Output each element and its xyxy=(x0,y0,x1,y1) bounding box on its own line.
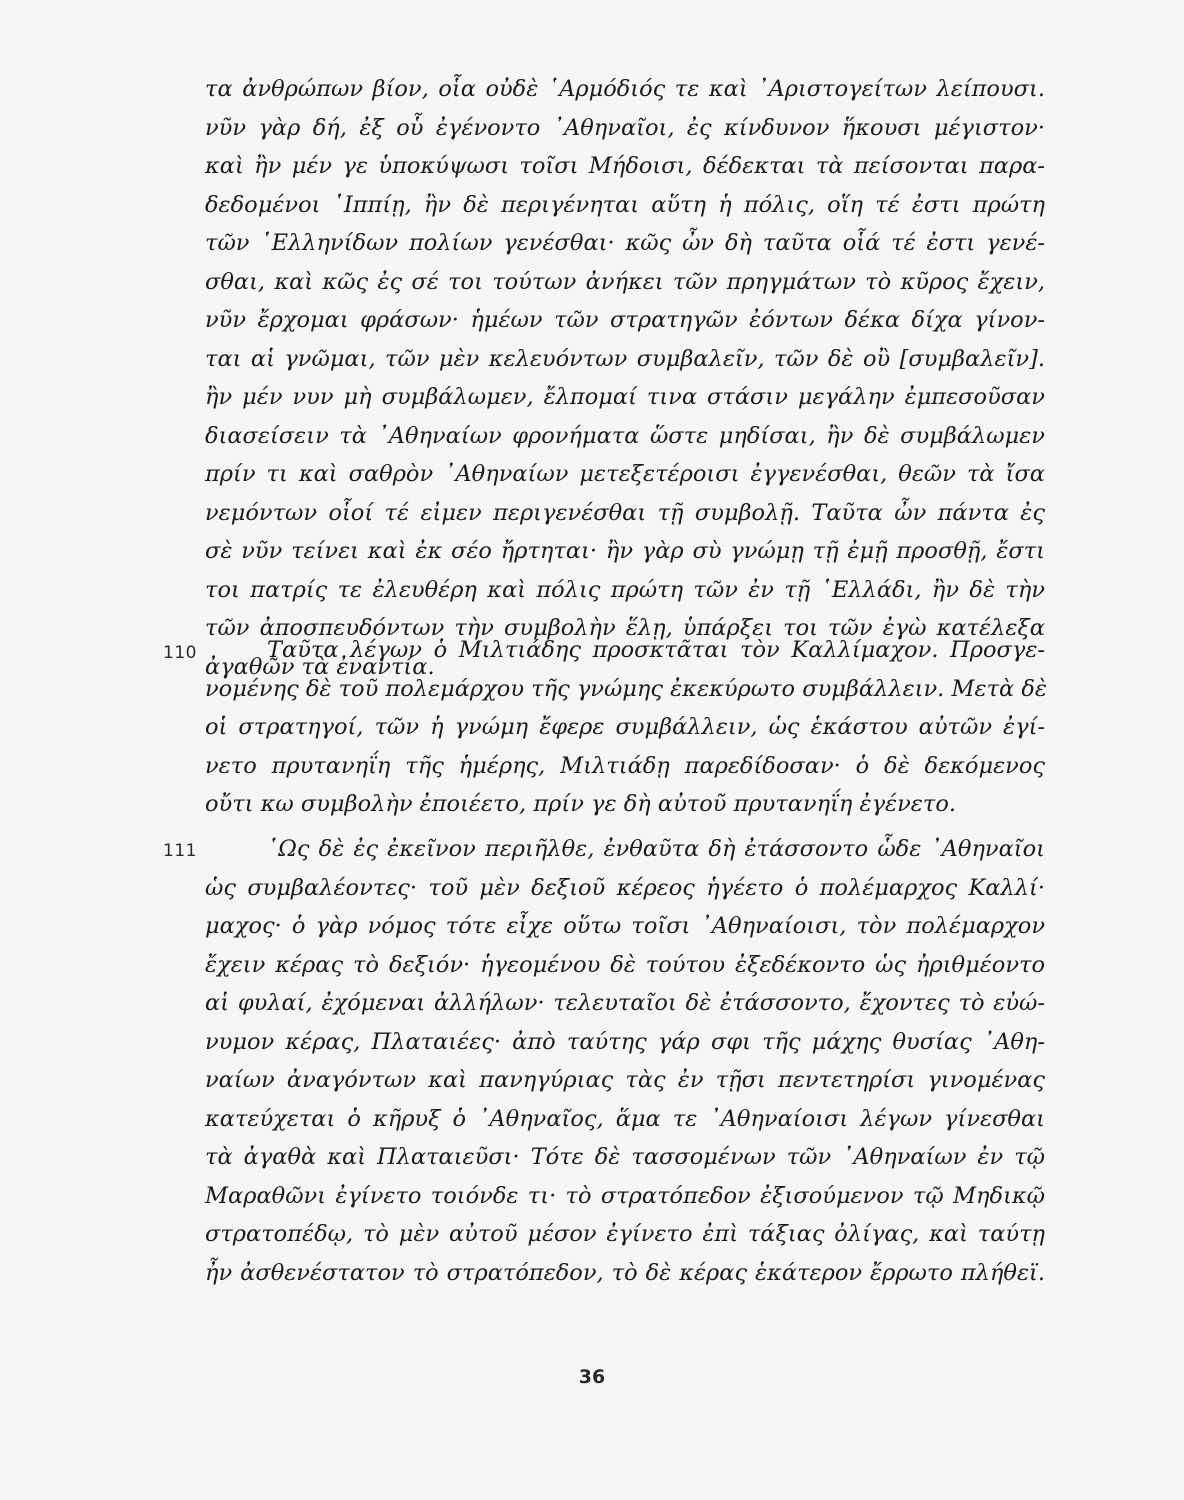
text-line: σὲ νῦν τείνει καὶ ἐκ σέο ἤρτηται· ἢν γὰρ σὺ γνώμῃ τῇ ἐμῇ προσθῇ, ἔστι xyxy=(205,538,1045,564)
text-line: καὶ ἢν μέν γε ὑποκύψωσι τοῖσι Μήδοισι, δέδεκται τὰ πείσονται παρα- xyxy=(205,153,1045,179)
text-line: πρίν τι καὶ σαθρὸν ᾿Αθηναίων μετεξετέροισι ἐγγενέσθαι, θεῶν τὰ ἴσα xyxy=(205,461,1045,487)
text-line: ἀγαθῶν τὰ ἐναντία. xyxy=(205,653,435,680)
text-line: ναίων ἀναγόντων καὶ πανηγύριας τὰς ἐν τῇσι πεντετηρίσι γινομένας xyxy=(205,1067,1045,1093)
section-number: 111 xyxy=(163,841,197,861)
text-line: Ταῦτα λέγων ὁ Μιλτιάδης προσκτᾶται τὸν Καλλίμαχον. Προσγε- xyxy=(267,637,1045,663)
text-line: ῾Ως δὲ ἐς ἐκεῖνον περιῆλθε, ἐνθαῦτα δὴ ἐτάσσοντο ὧδε ᾿Αθηναῖοι xyxy=(267,836,1045,862)
text-line: δεδομένοι ῾Ιππίῃ, ἢν δὲ περιγένηται αὕτη ἡ πόλις, οἵη τέ ἐστι πρώτη xyxy=(205,191,1045,218)
text-line: ὡς συμβαλέοντες· τοῦ μὲν δεξιοῦ κέρεος ἡγέετο ὁ πολέμαρχος Καλλί· xyxy=(205,874,1045,901)
text-line: νῦν γὰρ δή, ἐξ οὗ ἐγένοντο ᾿Αθηναῖοι, ἐς κίνδυνον ἥκουσι μέγιστον· xyxy=(205,114,1045,141)
text-line: μαχος· ὁ γὰρ νόμος τότε εἶχε οὕτω τοῖσι ᾿Αθηναίοισι, τὸν πολέμαρχον xyxy=(205,913,1045,939)
text-line: τῶν ῾Ελληνίδων πολίων γενέσθαι· κῶς ὦν δὴ ταῦτα οἷά τέ ἐστι γενέ- xyxy=(205,230,1045,256)
text-line: νυμον κέρας, Πλαταιέες· ἀπὸ ταύτης γάρ σφι τῆς μάχης θυσίας ᾿Αθη- xyxy=(205,1028,1045,1055)
text-line: οἱ στρατηγοί, τῶν ἡ γνώμη ἔφερε συμβάλλειν, ὡς ἑκάστου αὐτῶν ἐγί- xyxy=(205,714,1045,740)
text-line: Μαραθῶνι ἐγίνετο τοιόνδε τι· τὸ στρατόπεδον ἐξισούμενον τῷ Μηδικῷ xyxy=(205,1182,1045,1209)
text-line: τοι πατρίς τε ἐλευθέρη καὶ πόλις πρώτη τῶν ἐν τῇ ῾Ελλάδι, ἢν δὲ τὴν xyxy=(205,576,1045,603)
text-line: ται αἱ γνῶμαι, τῶν μὲν κελευόντων συμβαλεῖν, τῶν δὲ οὒ [συμβαλεῖν]. xyxy=(205,345,1045,372)
text-line: κατεύχεται ὁ κῆρυξ ὁ ᾿Αθηναῖος, ἅμα τε ᾿Αθηναίοισι λέγων γίνεσθαι xyxy=(205,1105,1045,1132)
text-line: διασείσειν τὰ ᾿Αθηναίων φρονήματα ὥστε μηδίσαι, ἢν δὲ συμβάλωμεν xyxy=(205,422,1045,449)
text-line: νεμόντων οἷοί τέ εἰμεν περιγενέσθαι τῇ συμβολῇ. Ταῦτα ὦν πάντα ἐς xyxy=(205,499,1045,526)
text-line: ἦν ἀσθενέστατον τὸ στρατόπεδον, τὸ δὲ κέρας ἑκάτερον ἔρρωτο πλήθεϊ. xyxy=(205,1259,1045,1286)
text-line: νομένης δὲ τοῦ πολεμάρχου τῆς γνώμης ἐκεκύρωτο συμβάλλειν. Μετὰ δὲ xyxy=(205,675,1048,702)
page-number: 36 xyxy=(578,1366,606,1388)
paragraph-continuation xyxy=(205,70,1045,686)
text-line: στρατοπέδῳ, τὸ μὲν αὐτοῦ μέσον ἐγίνετο ἐπὶ τάξιας ὀλίγας, καὶ ταύτῃ xyxy=(205,1221,1045,1247)
text-line: αἱ φυλαί, ἐχόμεναι ἀλλήλων· τελευταῖοι δὲ ἐτάσσοντο, ἔχοντες τὸ εὐώ- xyxy=(205,990,1045,1016)
text-line: νετο πρυτανηΐη τῆς ἡμέρης, Μιλτιάδῃ παρεδίδοσαν· ὁ δὲ δεκόμενος xyxy=(205,752,1045,779)
text-line: σθαι, καὶ κῶς ἐς σέ τοι τούτων ἀνήκει τῶν πρηγμάτων τὸ κῦρος ἔχειν, xyxy=(205,268,1045,295)
text-line: τῶν ἀποσπευδόντων τὴν συμβολὴν ἕλῃ, ὑπάρξει τοι τῶν ἐγὼ κατέλεξα xyxy=(205,615,1045,641)
text-line: ἔχειν κέρας τὸ δεξιόν· ἡγεομένου δὲ τούτου ἐξεδέκοντο ὡς ἠριθμέοντο xyxy=(205,951,1045,978)
text-line: τὰ ἀγαθὰ καὶ Πλαταιεῦσι· Τότε δὲ τασσομένων τῶν ᾿Αθηναίων ἐν τῷ xyxy=(205,1144,1045,1170)
text-line: τα ἀνθρώπων βίον, οἷα οὐδὲ ῾Αρμόδιός τε καὶ ᾿Αριστογείτων λείπουσι. xyxy=(205,76,1045,102)
text-line: οὔτι κω συμβολὴν ἐποιέετο, πρίν γε δὴ αὐτοῦ πρυτανηΐη ἐγένετο. xyxy=(205,791,957,817)
text-line: νῦν ἔρχομαι φράσων· ἡμέων τῶν στρατηγῶν ἐόντων δέκα δίχα γίνον- xyxy=(205,307,1045,333)
paragraph-111 xyxy=(205,830,1045,1292)
text-line: ἢν μέν νυν μὴ συμβάλωμεν, ἔλπομαί τινα στάσιν μεγάλην ἐμπεσοῦσαν xyxy=(205,384,1045,410)
section-number: 110 xyxy=(163,643,197,663)
paragraph-110 xyxy=(205,631,1048,824)
